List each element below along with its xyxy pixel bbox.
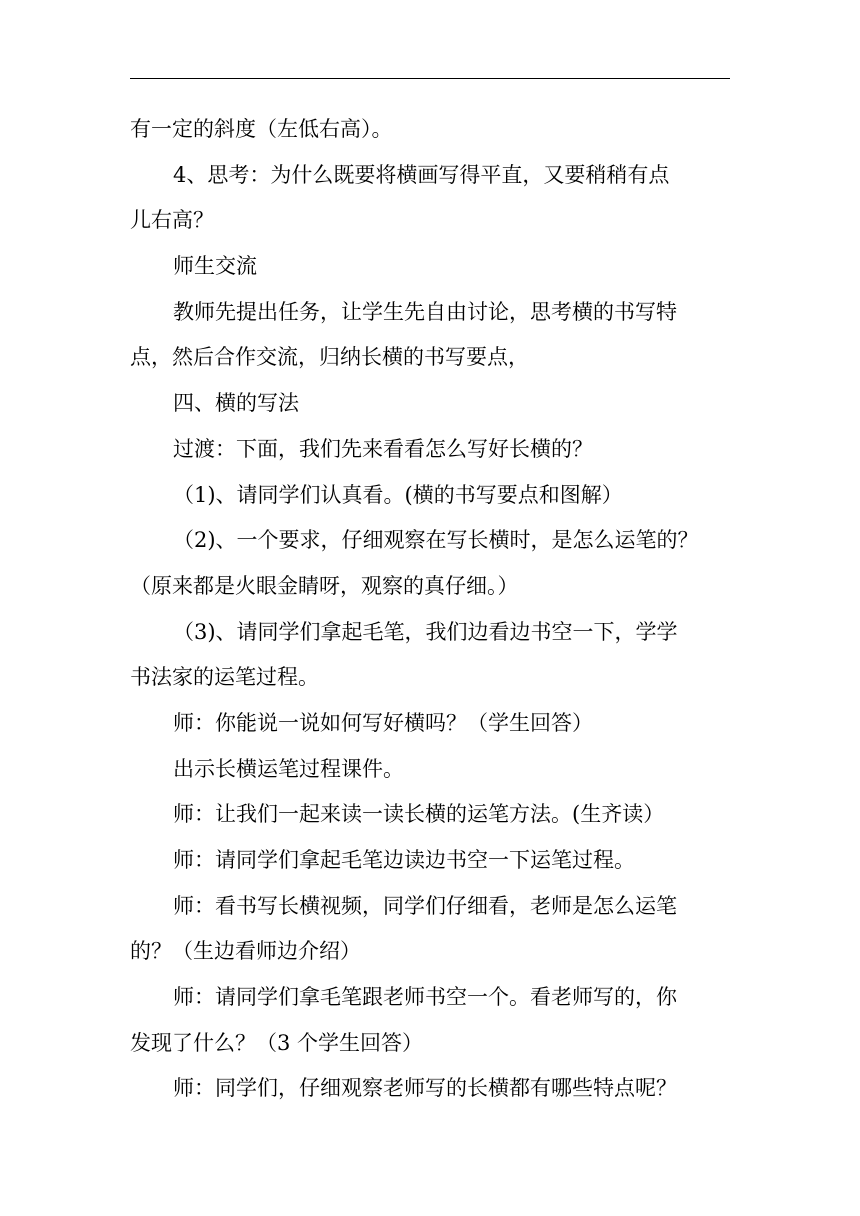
- text-line: 师：你能说一说如何写好横吗？（学生回答）: [173, 710, 593, 735]
- text-line: 书法家的运笔过程。: [130, 665, 319, 690]
- text-line: 儿右高？: [130, 208, 214, 233]
- text-line: 教师先提出任务，让学生先自由讨论，思考横的书写特: [173, 299, 677, 324]
- text-line: （2)、一个要求，仔细观察在写长横时，是怎么运笔的？: [173, 528, 699, 553]
- text-line: 师生交流: [173, 254, 257, 279]
- text-line: 师：同学们，仔细观察老师写的长横都有哪些特点呢？: [173, 1076, 677, 1101]
- document-body: [130, 107, 730, 1112]
- text-line: 出示长横运笔过程课件。: [173, 756, 404, 781]
- text-line: 4、思考：为什么既要将横画写得平直，又要稍稍有点: [173, 162, 670, 187]
- text-line: （原来都是火眼金睛呀，观察的真仔细。）: [130, 573, 519, 598]
- text-line: 的？（生边看师边介绍）: [130, 939, 361, 964]
- text-line: 点，然后合作交流，归纳长横的书写要点，: [130, 345, 529, 370]
- text-line: （1)、请同学们认真看。(横的书写要点和图解）: [173, 482, 623, 507]
- text-line: 有一定的斜度（左低右高）。: [130, 117, 393, 141]
- text-line: 过渡：下面，我们先来看看怎么写好长横的？: [173, 436, 593, 461]
- text-line: 师：请同学们拿毛笔跟老师书空一个。看老师写的，你: [173, 985, 677, 1010]
- text-line: 师：请同学们拿起毛笔边读边书空一下运笔过程。: [173, 848, 635, 872]
- text-line: 师：看书写长横视频，同学们仔细看，老师是怎么运笔: [173, 893, 677, 918]
- text-line: 四、横的写法: [173, 391, 299, 416]
- text-line: 发现了什么？（3 个学生回答）: [130, 1030, 424, 1055]
- text-line: （3)、请同学们拿起毛笔，我们边看边书空一下，学学: [173, 619, 678, 644]
- text-line: 师：让我们一起来读一读长横的运笔方法。(生齐读）: [173, 802, 665, 827]
- header-rule: [130, 78, 730, 79]
